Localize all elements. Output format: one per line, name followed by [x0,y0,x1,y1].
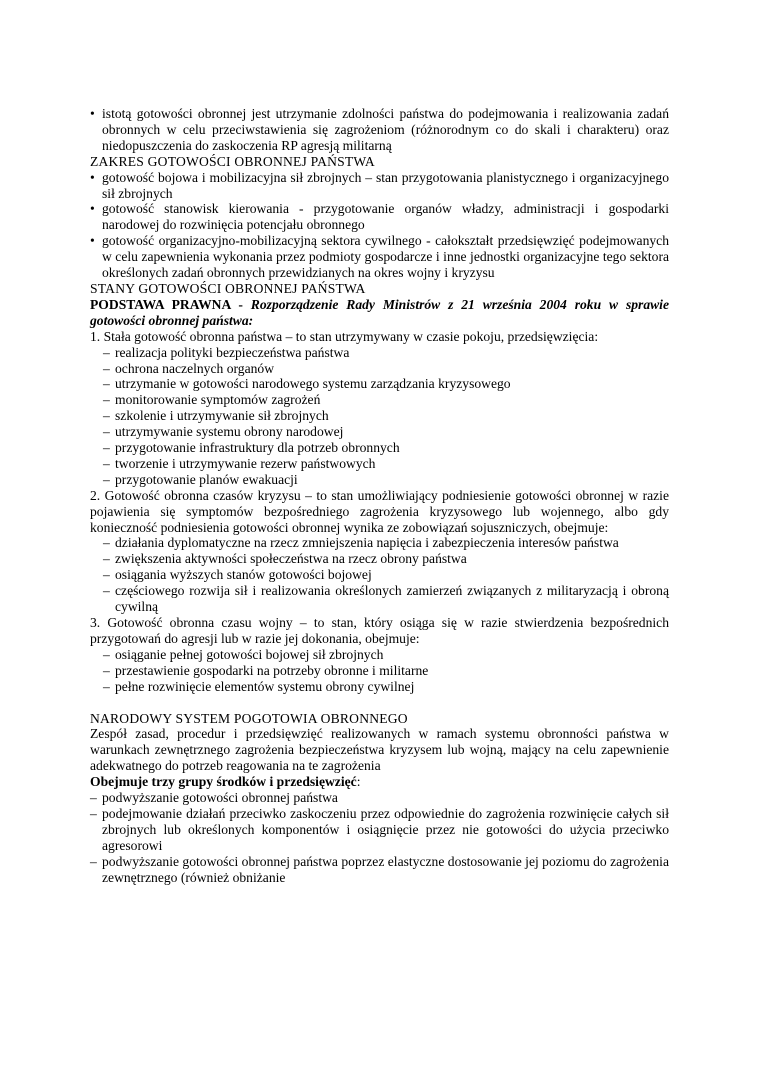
podstawa-text: Rozporządzenie Rady Ministrów z 21 września 2004 roku w sprawie gotowości obronnej państwa: [90,296,669,328]
state-1-item-text: utrzymywanie systemu obrony narodowej [115,424,344,440]
state-1-item-text: realizacja polityki bezpieczeństwa państwa [115,344,350,360]
state-3-item [90,679,669,695]
state-1-item-text: przygotowanie planów ewakuacji [115,471,298,487]
dash-mark: – [90,790,97,806]
state-2-item-text: zwiększenia aktywności społeczeństwa na rzecz obrony państwa [115,551,467,567]
zakres-item [90,233,669,281]
podstawa-prawna [90,297,669,329]
state-2-item [90,583,669,615]
dash-mark: – [103,471,110,487]
state-3-item [90,663,669,679]
state-1-text: 1. Stała gotowość obronna państwa – to stan utrzymywany w czasie pokoju, przedsięwzięcia: [90,328,599,344]
state-1-item [90,472,669,488]
state-1-item [90,376,669,392]
groups-item-text: podwyższanie gotowości obronnej państwa [102,790,338,806]
podstawa-label: PODSTAWA PRAWNA - [90,296,243,312]
groups-lead: O [90,774,101,790]
state-2-item [90,567,669,583]
zakres-item [90,201,669,233]
state-2-item-text: częściowego rozwija sił i realizowania określonych zamierzeń związanych z militaryzacją i obroną cywilną [115,583,669,615]
groups-item [90,790,669,806]
groups-item-text: podejmowanie działań przeciwko zaskoczeniu przez odpowiednie do zagrożenia rozwinięcie całych sił zbrojnych lub określonych komponentów i osiągnięcie przez nie gotowości do użycia przeciwko agresorowi [102,805,669,853]
dash-mark: – [103,678,110,694]
bullet-mark: • [90,201,95,217]
zakres-heading: ZAKRES GOTOWOŚCI OBRONNEJ PAŃSTWA [90,153,375,169]
state-3-item-text: osiąganie pełnej gotowości bojowej sił zbrojnych [115,646,384,662]
dash-mark: – [103,392,110,408]
system-heading: NARODOWY SYSTEM POGOTOWIA OBRONNEGO [90,710,408,726]
groups-bold: bejmuje trzy grupy środków i przedsięwzięć [100,774,357,790]
state-3-item-text: pełne rozwinięcie elementów systemu obrony cywilnej [115,678,415,694]
groups-item [90,854,669,886]
zakres-item-text: gotowość stanowisk kierowania - przygotowanie organów władzy, administracji i gospodarki narodowej do rozwinięcia potencjału obronnego [102,201,669,233]
state-2-item [90,551,669,567]
dash-mark: – [103,376,110,392]
groups-tail: : [356,774,361,790]
state-1-item [90,345,669,361]
section-gap [90,695,669,711]
state-1-item [90,424,669,440]
state-2-item-text: osiągania wyższych stanów gotowości bojowej [115,567,372,583]
groups-item-text: podwyższanie gotowości obronnej państwa poprzez elastyczne dostosowanie jej poziomu do zagrożenia zewnętrznego (również obniżanie [102,853,669,885]
dash-mark: – [103,344,110,360]
dash-mark: – [103,440,110,456]
state-1-item-text: ochrona naczelnych organów [115,360,275,376]
dash-mark: – [103,424,110,440]
dash-mark: – [103,646,110,662]
state-3-item-text: przestawienie gospodarki na potrzeby obronne i militarne [115,662,429,678]
bullet-mark: • [90,106,95,121]
zakres-item-text: gotowość organizacyjno-mobilizacyjną sektora cywilnego - całokształt przedsięwzięć podejmowanych w celu zapewnienia wykonania przez podmioty gospodarcze i inne jednostki organizacyjne tego sektora określonych zadań obronnych przewidzianych na okres wojny i kryzysu [102,233,669,281]
state-2-item [90,535,669,551]
state-3-text: 3. Gotowość obronna czasu wojny – to stan, który osiąga się w razie stwierdzenia bezpośrednich przygotowań do agresji lub w razie jej dokonania, obejmuje: [90,615,669,646]
groups-intro [90,774,669,790]
state-1-item [90,440,669,456]
intro-bullet-text: istotą gotowości obronnej jest utrzymanie zdolności państwa do podejmowania i realizowania zadań obronnych w celu przeciwstawienia się zagrożeniom (różnorodnym co do skali i charakteru) oraz niedopuszczenia do zaskoczenia RP agresją militarną [102,106,669,153]
dash-mark: – [103,455,110,471]
intro-bullet [90,106,669,154]
zakres-item [90,170,669,202]
dash-mark: – [103,408,110,424]
dash-mark: – [103,662,110,678]
state-1-item [90,392,669,408]
state-1-item [90,361,669,377]
dash-mark: – [103,567,110,583]
state-3-item [90,647,669,663]
state-1-item-text: monitorowanie symptomów zagrożeń [115,392,321,408]
dash-mark: – [103,360,110,376]
document-page [90,106,669,886]
dash-mark: – [103,583,110,599]
bullet-mark: • [90,169,95,185]
state-2-item-text: działania dyplomatyczne na rzecz zmniejszenia napięcia i zabezpieczenia interesów państwa [115,535,619,551]
dash-mark: – [90,853,97,869]
state-1-item-text: szkolenie i utrzymywanie sił zbrojnych [115,408,329,424]
state-1-item [90,456,669,472]
zakres-item-text: gotowość bojowa i mobilizacyjna sił zbrojnych – stan przygotowania planistycznego i organizacyjnego sił zbrojnych [102,169,669,201]
dash-mark: – [103,551,110,567]
bullet-mark: • [90,233,95,249]
dash-mark: – [90,805,97,821]
stany-heading: STANY GOTOWOŚCI OBRONNEJ PAŃSTWA [90,280,366,296]
state-1-item [90,408,669,424]
state-1-item-text: tworzenie i utrzymywanie rezerw państwowych [115,455,376,471]
state-1-item-text: utrzymanie w gotowości narodowego systemu zarządzania kryzysowego [115,376,511,392]
system-text: Zespół zasad, procedur i przedsięwzięć realizowanych w ramach systemu obronności państwa w warunkach zewnętrznego zagrożenia bezpieczeństwa kryzysem lub wojną, mający na celu zapewnienie adekwatnego do potrzeb reagowania na te zagrożenia [90,726,669,774]
state-2-text: 2. Gotowość obronna czasów kryzysu – to stan umożliwiający podniesienie gotowości obronnej w razie pojawienia się symptomów bezpośredniego zagrożenia kryzysowego lub wojennego, albo gdy konieczność podniesienia gotowości obronnej wynika ze zobowiązań sojuszniczych, obejmuje: [90,487,669,535]
groups-item [90,806,669,854]
state-1-item-text: przygotowanie infrastruktury dla potrzeb obronnych [115,440,400,456]
dash-mark: – [103,535,110,551]
